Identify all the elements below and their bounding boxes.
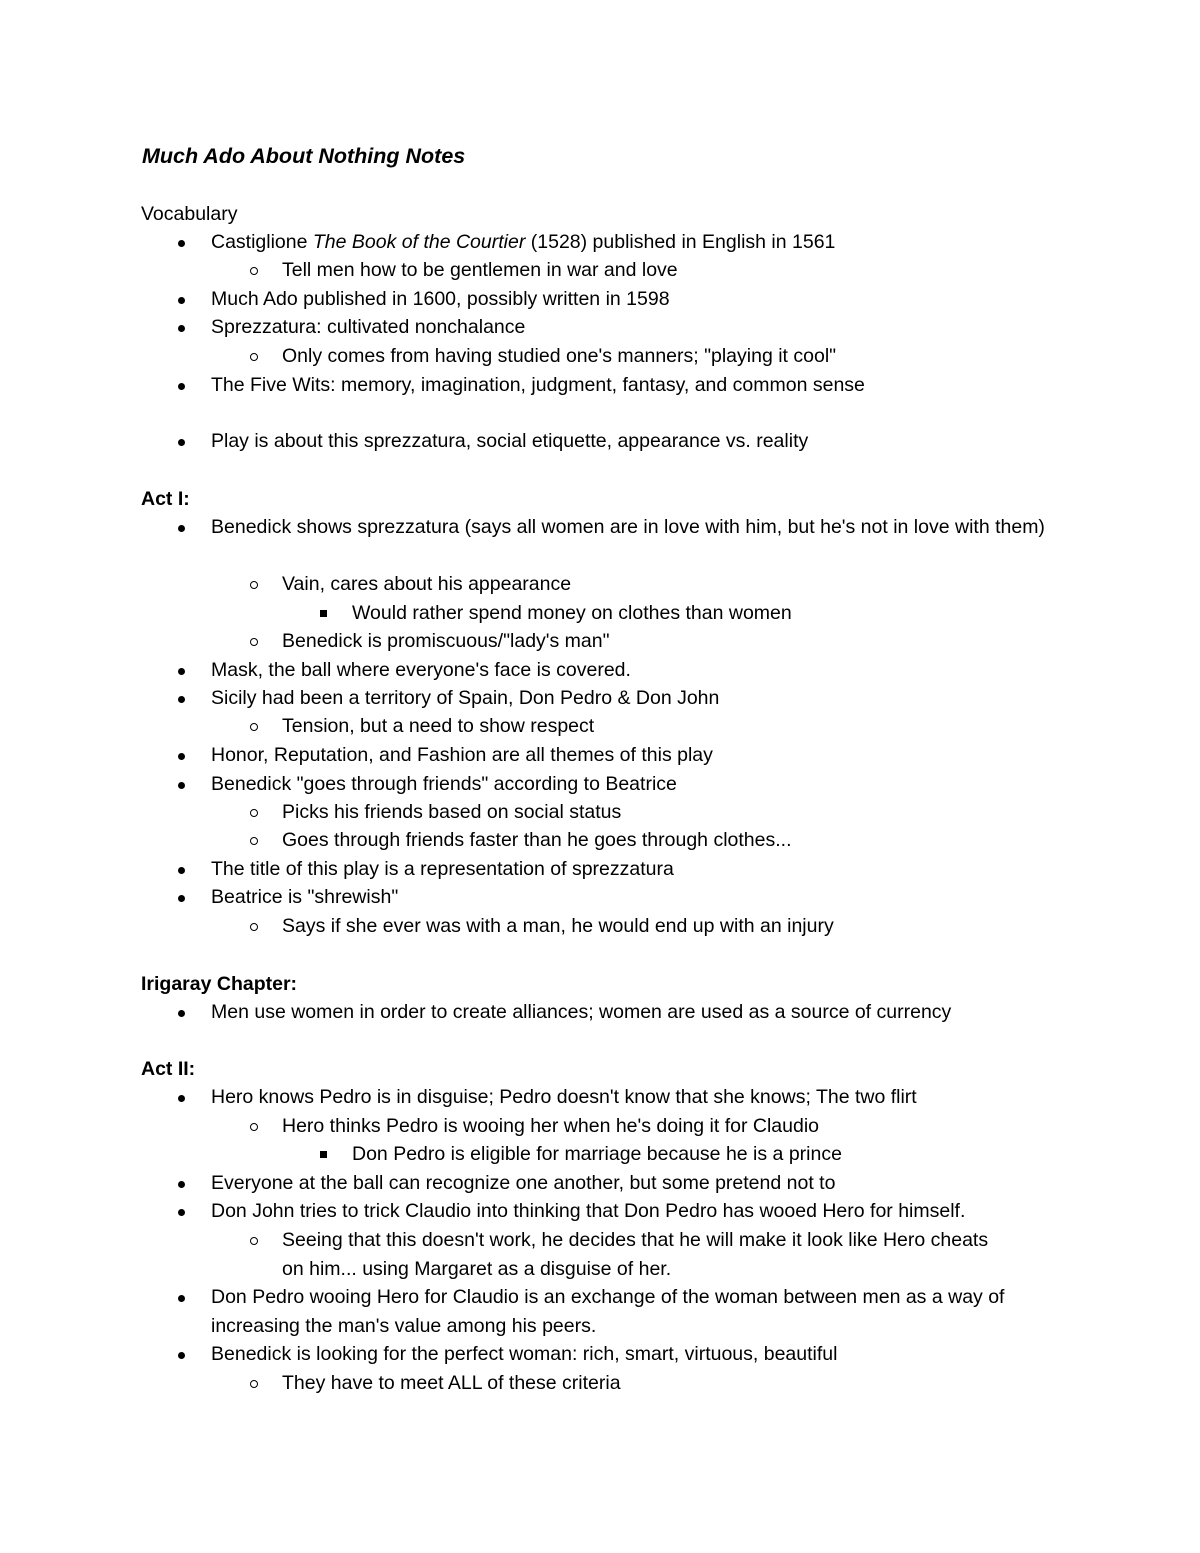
list-item-text: Hero thinks Pedro is wooing her when he's doing it for Claudio: [282, 1115, 820, 1137]
list-item-text: Says if she ever was with a man, he would end up with an injury: [282, 915, 834, 937]
bullet-icon: [178, 1209, 185, 1216]
section-heading: Vocabulary: [141, 203, 238, 225]
hollow-bullet-icon: [250, 638, 258, 646]
list-item-text: Castiglione The Book of the Courtier (1528) published in English in 1561: [211, 231, 836, 253]
bullet-icon: [178, 525, 185, 532]
list-item-text: Would rather spend money on clothes than women: [352, 602, 792, 624]
bullet-icon: [178, 297, 185, 304]
list-item-text: Benedick is looking for the perfect woman: rich, smart, virtuous, beautiful: [211, 1343, 838, 1365]
list-item-text: Play is about this sprezzatura, social etiquette, appearance vs. reality: [211, 430, 809, 452]
hollow-bullet-icon: [250, 1380, 258, 1388]
hollow-bullet-icon: [250, 723, 258, 731]
hollow-bullet-icon: [250, 923, 258, 931]
bullet-icon: [178, 1181, 185, 1188]
hollow-bullet-icon: [250, 1237, 258, 1245]
document-title: Much Ado About Nothing Notes: [142, 144, 466, 168]
list-item-text: Sicily had been a territory of Spain, Don Pedro & Don John: [211, 687, 720, 709]
list-item-text: Mask, the ball where everyone's face is covered.: [211, 659, 631, 681]
list-item-text: Don Pedro wooing Hero for Claudio is an exchange of the woman between men as a way of increasing the man's value among his peers.: [211, 1286, 1005, 1337]
list-item-text: Men use women in order to create alliances; women are used as a source of currency: [211, 1001, 952, 1023]
bullet-icon: [178, 325, 185, 332]
list-item-text: Hero knows Pedro is in disguise; Pedro doesn't know that she knows; The two flirt: [211, 1086, 917, 1108]
bullet-icon: [178, 696, 185, 703]
list-item-text: They have to meet ALL of these criteria: [282, 1372, 621, 1394]
list-item-text: Picks his friends based on social status: [282, 801, 622, 823]
bullet-icon: [178, 1352, 185, 1359]
hollow-bullet-icon: [250, 353, 258, 361]
bullet-icon: [178, 895, 185, 902]
list-item-text: Don John tries to trick Claudio into thinking that Don Pedro has wooed Hero for himself.: [211, 1200, 966, 1222]
list-item-text: Sprezzatura: cultivated nonchalance: [211, 316, 526, 338]
list-item-text: Vain, cares about his appearance: [282, 573, 572, 595]
bullet-icon: [178, 668, 185, 675]
list-item-text: Goes through friends faster than he goes through clothes...: [282, 829, 792, 851]
square-bullet-icon: [320, 610, 327, 617]
list-item-text: Tell men how to be gentlemen in war and love: [282, 259, 678, 281]
list-item-text: Everyone at the ball can recognize one another, but some pretend not to: [211, 1172, 836, 1194]
hollow-bullet-icon: [250, 1123, 258, 1131]
bullet-icon: [178, 1095, 185, 1102]
bullet-icon: [178, 1295, 185, 1302]
hollow-bullet-icon: [250, 267, 258, 275]
list-item-text: Don Pedro is eligible for marriage because he is a prince: [352, 1143, 842, 1165]
section-heading: Act II:: [141, 1058, 196, 1080]
bullet-icon: [178, 782, 185, 789]
section-heading: Act I:: [141, 488, 190, 510]
section-heading: Irigaray Chapter:: [141, 973, 298, 995]
hollow-bullet-icon: [250, 581, 258, 589]
hollow-bullet-icon: [250, 837, 258, 845]
bullet-icon: [178, 240, 185, 247]
list-item-text: Benedick is promiscuous/"lady's man": [282, 630, 610, 652]
list-item-text: Honor, Reputation, and Fashion are all themes of this play: [211, 744, 713, 766]
list-item-text: Benedick shows sprezzatura (says all women are in love with him, but he's not in love with them): [211, 516, 1045, 538]
square-bullet-icon: [320, 1151, 327, 1158]
list-item-text: Much Ado published in 1600, possibly written in 1598: [211, 288, 670, 310]
list-item-text: The Five Wits: memory, imagination, judgment, fantasy, and common sense: [211, 374, 865, 396]
list-item-text: Only comes from having studied one's manners; "playing it cool": [282, 345, 837, 367]
bullet-icon: [178, 383, 185, 390]
bullet-icon: [178, 439, 185, 446]
bullet-icon: [178, 867, 185, 874]
list-item-text: Beatrice is "shrewish": [211, 886, 399, 908]
list-item-text: Tension, but a need to show respect: [282, 715, 595, 737]
hollow-bullet-icon: [250, 809, 258, 817]
list-item-text: Seeing that this doesn't work, he decides that he will make it look like Hero cheats on him... using Margaret as a disguise of her.: [282, 1229, 989, 1280]
bullet-icon: [178, 1010, 185, 1017]
bullet-icon: [178, 753, 185, 760]
list-item-text: The title of this play is a representation of sprezzatura: [211, 858, 674, 880]
list-item-text: Benedick "goes through friends" according to Beatrice: [211, 773, 677, 795]
